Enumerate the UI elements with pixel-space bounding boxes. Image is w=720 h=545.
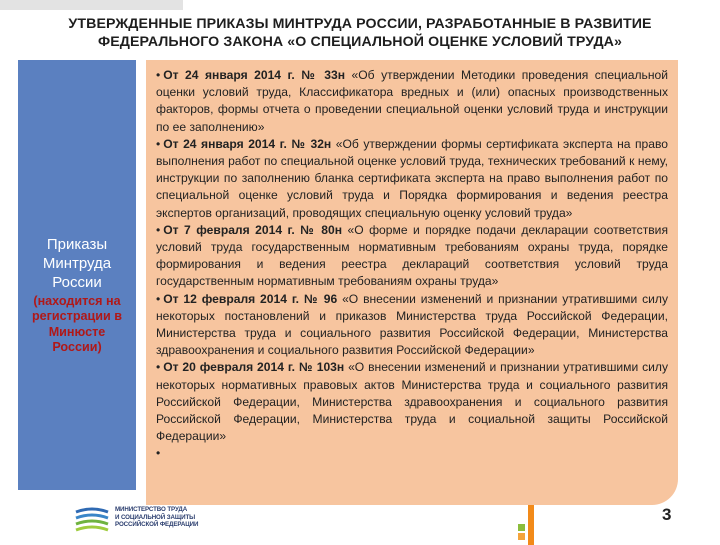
sidebar-panel bbox=[18, 60, 136, 490]
order-date-number: От 7 февраля 2014 г. № 80н bbox=[163, 222, 343, 237]
page-title-line-2: ФЕДЕРАЛЬНОГО ЗАКОНА «О СПЕЦИАЛЬНОЙ ОЦЕНКЕ УСЛОВИЙ ТРУДА» bbox=[98, 34, 622, 50]
order-description: «Об утверждении формы сертификата эксперта на право выполнения работ по специальной оценке условий труда, технических требований к нему, инструкции по заполнению бланка сертификата эксперта на право выполнения работ по специальной оценке условий труда и Порядка формирования и ведения реестра экспертов организаций, проводящих специальную оценку условий труда» bbox=[156, 136, 668, 220]
page-title-line-1: УТВЕРЖДЕННЫЕ ПРИКАЗЫ МИНТРУДА РОССИИ, РАЗРАБОТАННЫЕ В РАЗВИТИЕ bbox=[68, 16, 652, 32]
order-item bbox=[156, 291, 668, 360]
decorative-square bbox=[518, 524, 525, 531]
page-number: 3 bbox=[662, 505, 672, 524]
orders-list bbox=[156, 67, 668, 463]
decorative-square bbox=[518, 533, 525, 540]
top-decorative-bar bbox=[0, 0, 183, 10]
ministry-name-line: МИНИСТЕРСТВО ТРУДА bbox=[115, 506, 188, 513]
sidebar-title-line: Приказы bbox=[46, 235, 108, 253]
order-description: «О форме и порядке подачи декларации соответствия условий труда государственным нормативным требованиям охраны труда, порядке формирования и ведения реестра деклараций соответствия условий труда государственным нормативным требованиям охраны труда» bbox=[156, 222, 668, 289]
order-date-number: От 24 января 2014 г. № 33н bbox=[163, 68, 346, 82]
bullet-icon: • bbox=[156, 136, 161, 151]
order-date-number: От 24 января 2014 г. № 32н bbox=[163, 136, 332, 151]
bullet-icon: • bbox=[156, 360, 161, 375]
ministry-logo-icon bbox=[74, 506, 110, 536]
ministry-name bbox=[115, 506, 235, 529]
empty-bullet-icon: • bbox=[156, 446, 161, 461]
sidebar-note-line: (находится на bbox=[33, 293, 121, 308]
order-item bbox=[156, 359, 668, 445]
order-item bbox=[156, 136, 668, 222]
bullet-icon: • bbox=[156, 222, 161, 237]
bullet-icon: • bbox=[156, 68, 161, 82]
sidebar-registration-note bbox=[32, 294, 122, 356]
order-description: «Об утверждении Методики проведения специальной оценки условий труда, Классификатора вредных и (или) опасных производственных факторов, формы отчета о проведении специальной оценки условий труда и инструкции по ее заполнению» bbox=[156, 68, 668, 134]
sidebar-note-line: регистрации в bbox=[31, 309, 123, 323]
order-date-number: От 20 февраля 2014 г. № 103н bbox=[163, 360, 345, 375]
page-title bbox=[14, 15, 706, 51]
sidebar-note-line: Минюсте bbox=[48, 324, 106, 339]
order-date-number: От 12 февраля 2014 г. № 96 bbox=[163, 291, 338, 306]
sidebar-title-line: Минтруда bbox=[42, 254, 112, 272]
order-item bbox=[156, 222, 668, 291]
order-item bbox=[156, 67, 668, 136]
sidebar-title-line: России bbox=[52, 273, 102, 291]
order-description: «О внесении изменений и признании утратившими силу некоторых постановлений и приказов Министерства труда Российской Федерации, Министерства труда и социального развития Российской Федерации, Министерства здравоохранения и социального развития Российской Федерации» bbox=[156, 291, 668, 358]
ministry-name-line: РОССИЙСКОЙ ФЕДЕРАЦИИ bbox=[115, 521, 199, 528]
order-description: «О внесении изменений и признании утратившими силу некоторых нормативных правовых актов Министерства труда и социального развития Российской Федерации, Министерства здравоохранения и социального развития Российской Федерации, Министерства труда и социальной защиты Российской Федерации» bbox=[156, 360, 668, 444]
bullet-icon: • bbox=[156, 291, 161, 306]
orders-content-panel bbox=[146, 60, 678, 505]
sidebar-title bbox=[43, 235, 111, 292]
ministry-name-line: И СОЦИАЛЬНОЙ ЗАЩИТЫ bbox=[115, 513, 196, 521]
sidebar-note-line: России) bbox=[52, 340, 102, 354]
